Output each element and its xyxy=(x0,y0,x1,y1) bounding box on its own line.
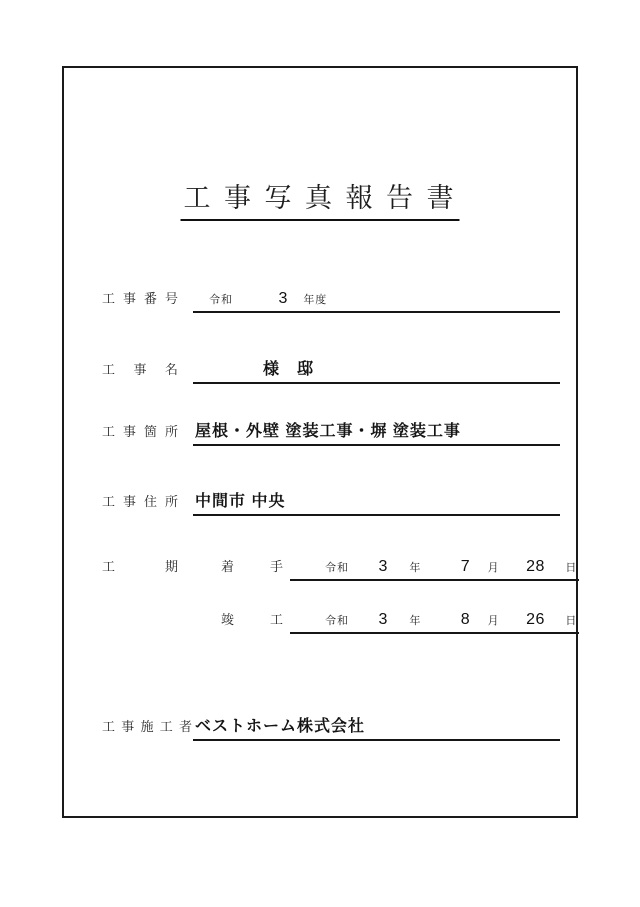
day-unit: 日 xyxy=(565,562,578,574)
construction-number-value-line xyxy=(193,289,560,313)
start-year-value: 3 xyxy=(378,558,388,575)
period-completion-date-line xyxy=(290,610,579,634)
start-day-value: 28 xyxy=(526,558,545,575)
era-label: 令和 xyxy=(325,562,349,574)
field-row-contractor xyxy=(102,716,560,741)
field-row-construction-number xyxy=(102,288,560,313)
completion-month-value: 8 xyxy=(460,611,471,628)
field-row-construction-name xyxy=(102,359,560,384)
completion-day-value: 26 xyxy=(526,611,545,628)
period-start-sublabel: 着 手 xyxy=(221,559,283,574)
construction-name-label: 工 事 名 xyxy=(102,362,178,377)
field-row-period-completion xyxy=(102,609,578,634)
month-unit: 月 xyxy=(487,615,500,627)
construction-period-label: 工 期 xyxy=(102,559,178,574)
document-title: 工 事 写 真 報 告 書 xyxy=(180,176,459,221)
construction-address-value: 中間市 中央 xyxy=(193,492,560,516)
year-unit: 年 xyxy=(409,615,422,627)
contractor-value: ベストホーム株式会社 xyxy=(193,717,560,741)
era-label: 令和 xyxy=(325,615,349,627)
construction-number-label: 工 事 番 号 xyxy=(102,291,178,306)
completion-year-value: 3 xyxy=(378,611,388,628)
era-label: 令和 xyxy=(209,294,233,306)
start-month-value: 7 xyxy=(460,558,471,575)
field-row-construction-site xyxy=(102,421,560,446)
period-start-date-line xyxy=(290,557,579,581)
day-unit: 日 xyxy=(565,615,578,627)
fiscal-year-value: 3 xyxy=(278,290,288,307)
field-row-construction-address xyxy=(102,491,560,516)
page-border-frame xyxy=(62,66,578,818)
construction-name-value: 様 邸 xyxy=(193,360,560,384)
construction-site-label: 工 事 箇 所 xyxy=(102,424,178,439)
year-unit: 年 xyxy=(409,562,422,574)
period-completion-sublabel: 竣 工 xyxy=(221,612,283,627)
construction-address-label: 工 事 住 所 xyxy=(102,494,178,509)
fiscal-year-suffix: 年度 xyxy=(303,294,328,306)
contractor-label: 工 事 施 工 者 xyxy=(102,719,192,734)
month-unit: 月 xyxy=(487,562,500,574)
field-row-period-start xyxy=(102,556,578,581)
construction-site-value: 屋根・外壁 塗装工事・塀 塗装工事 xyxy=(193,422,560,446)
